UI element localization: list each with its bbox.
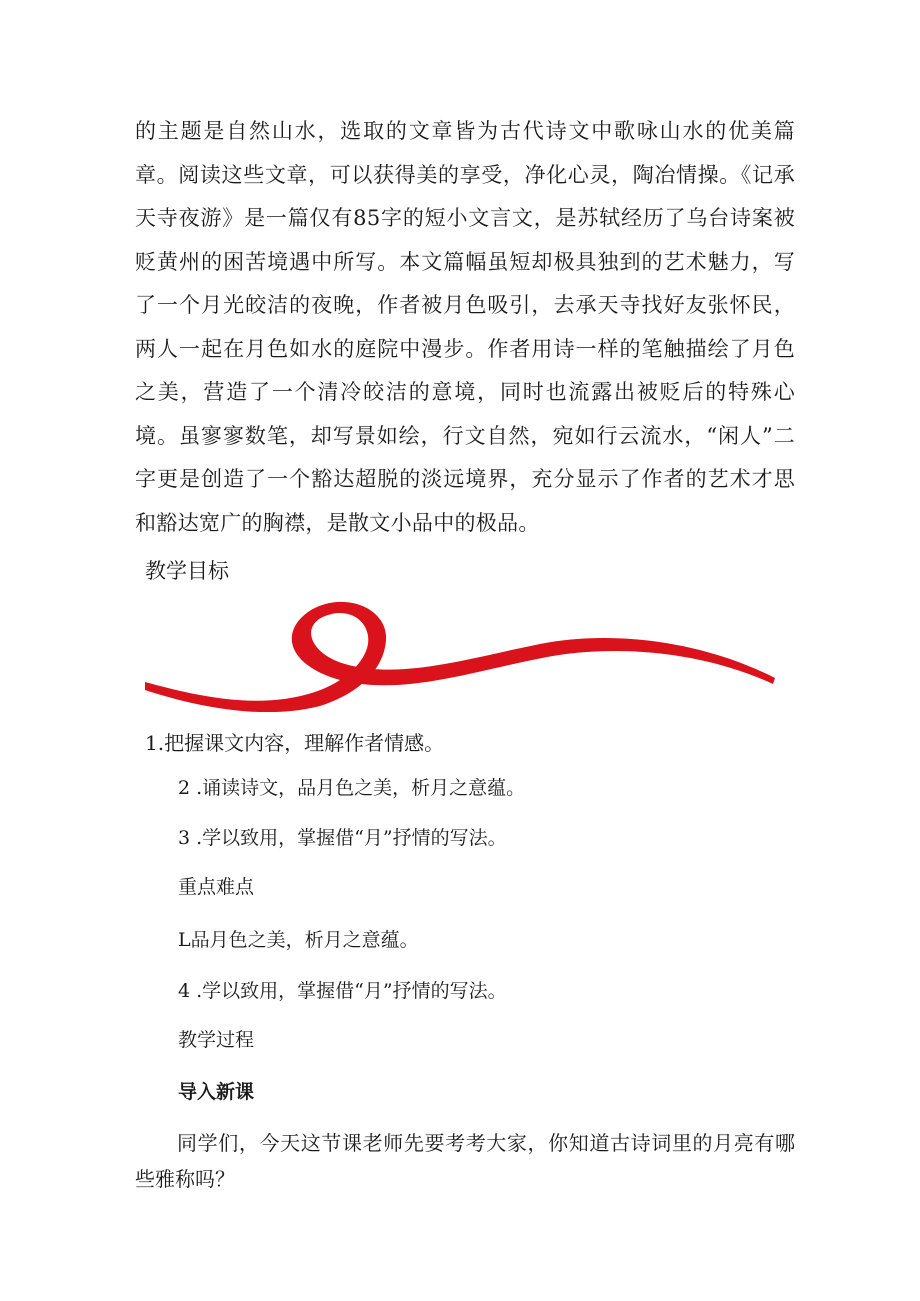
- intro-paragraph: 的主题是自然山水，选取的文章皆为古代诗文中歌咏山水的优美篇章。阅读这些文章，可以获得美的享受，净化心灵，陶冶情操。《记承天寺夜游》是一篇仅有85字的短小文言文，是苏轼经历了乌台诗案被贬黄州的困苦境遇中所写。本文篇幅虽短却极具独到的艺术魅力，写了一个月光皎洁的夜晚，作者被月色吸引，去承天寺找好友张怀民，两人一起在月色如水的庭院中漫步。作者用诗一样的笔触描绘了月色之美，营造了一个清冷皎洁的意境，同时也流露出被贬后的特殊心境。虽寥寥数笔，却写景如绘，行文自然，宛如行云流水，“闲人”二字更是创造了一个豁达超脱的淡远境界，充分显示了作者的艺术才思和豁达宽广的胸襟，是散文小品中的极品。: [135, 119, 795, 535]
- lesson-intro-heading: 导入新课: [178, 1081, 255, 1103]
- goal-item-3: 3 .学以致用，掌握借“月”抒情的写法。: [178, 827, 507, 849]
- goal-item-1: 1.把握课文内容，理解作者情感。: [145, 731, 445, 755]
- teaching-process-heading: 教学过程: [178, 1029, 255, 1051]
- teaching-goals-heading: 教学目标: [145, 559, 229, 583]
- lesson-intro-paragraph: 同学们，今天这节课老师先要考考大家，你知道古诗词里的月亮有哪些雅称吗？: [135, 1131, 795, 1191]
- key-point-item-2: 4 .学以致用，掌握借“月”抒情的写法。: [178, 980, 507, 1002]
- key-point-item-1: L品月色之美，析月之意蕴。: [178, 929, 419, 951]
- ribbon-shape: [145, 602, 775, 712]
- key-points-heading: 重点难点: [178, 876, 255, 898]
- red-ribbon-decoration: [140, 592, 780, 712]
- goal-item-2: 2 .诵读诗文，品月色之美，析月之意蕴。: [178, 777, 526, 799]
